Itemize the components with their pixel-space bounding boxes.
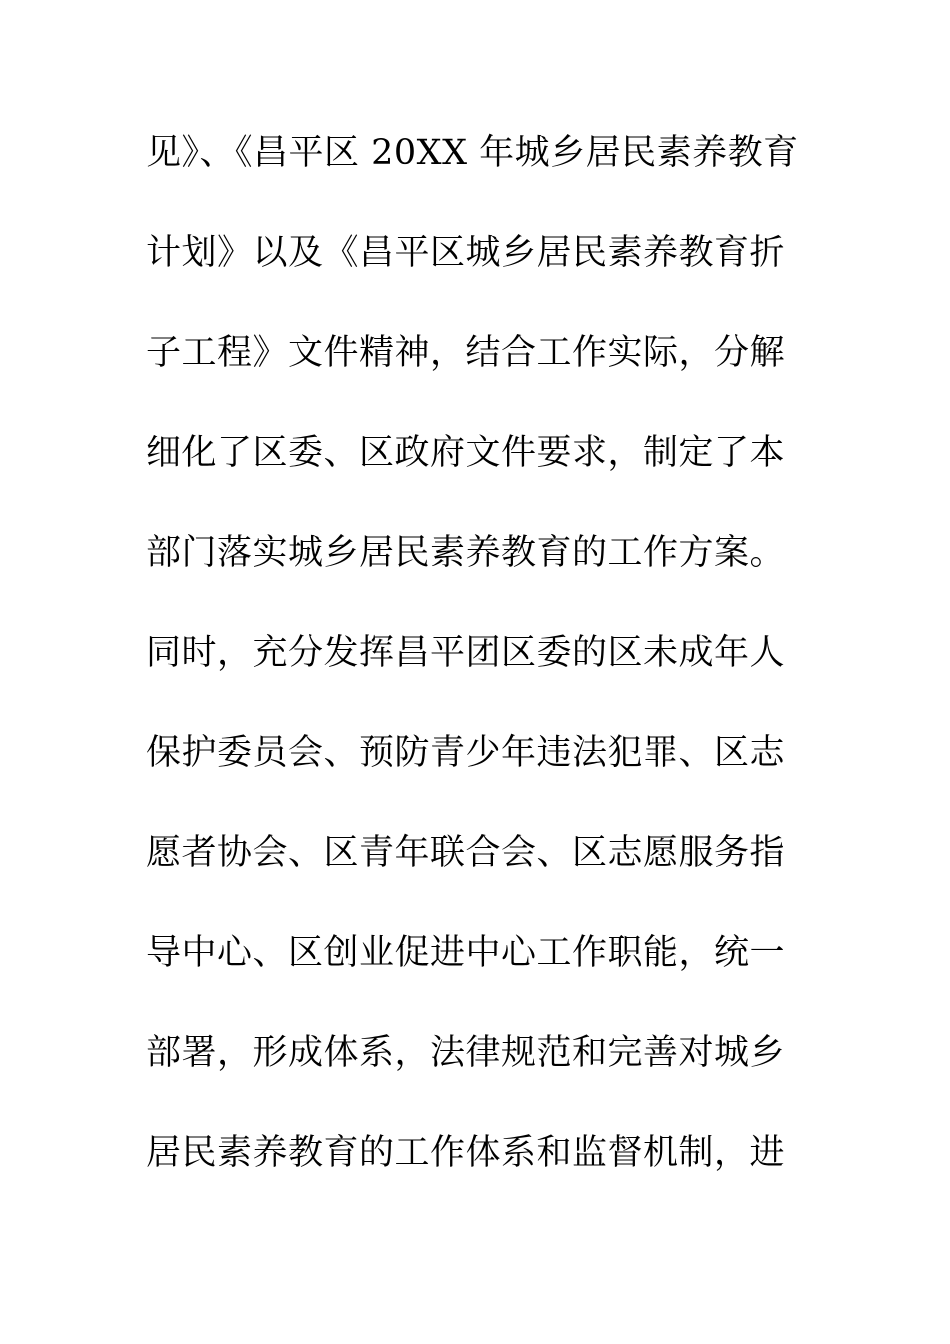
text-line: 子工程》文件精神，结合工作实际，分解: [146, 333, 786, 373]
text-line: 导中心、区创业促进中心工作职能，统一: [146, 933, 786, 973]
text-line: 见》、《昌平区 20XX 年城乡居民素养教育: [146, 133, 799, 173]
text-line: 计划》以及《昌平区城乡居民素养教育折: [146, 233, 786, 273]
text-line: 同时，充分发挥昌平团区委的区未成年人: [146, 633, 786, 673]
text-line: 居民素养教育的工作体系和监督机制，进: [146, 1133, 786, 1173]
text-line: 保护委员会、预防青少年违法犯罪、区志: [146, 733, 786, 773]
text-line: 细化了区委、区政府文件要求，制定了本: [146, 433, 786, 473]
text-line: 愿者协会、区青年联合会、区志愿服务指: [146, 833, 786, 873]
text-line: 部署，形成体系，法律规范和完善对城乡: [146, 1033, 786, 1073]
text-line: 部门落实城乡居民素养教育的工作方案。: [146, 533, 786, 573]
body-text: [146, 128, 799, 1228]
